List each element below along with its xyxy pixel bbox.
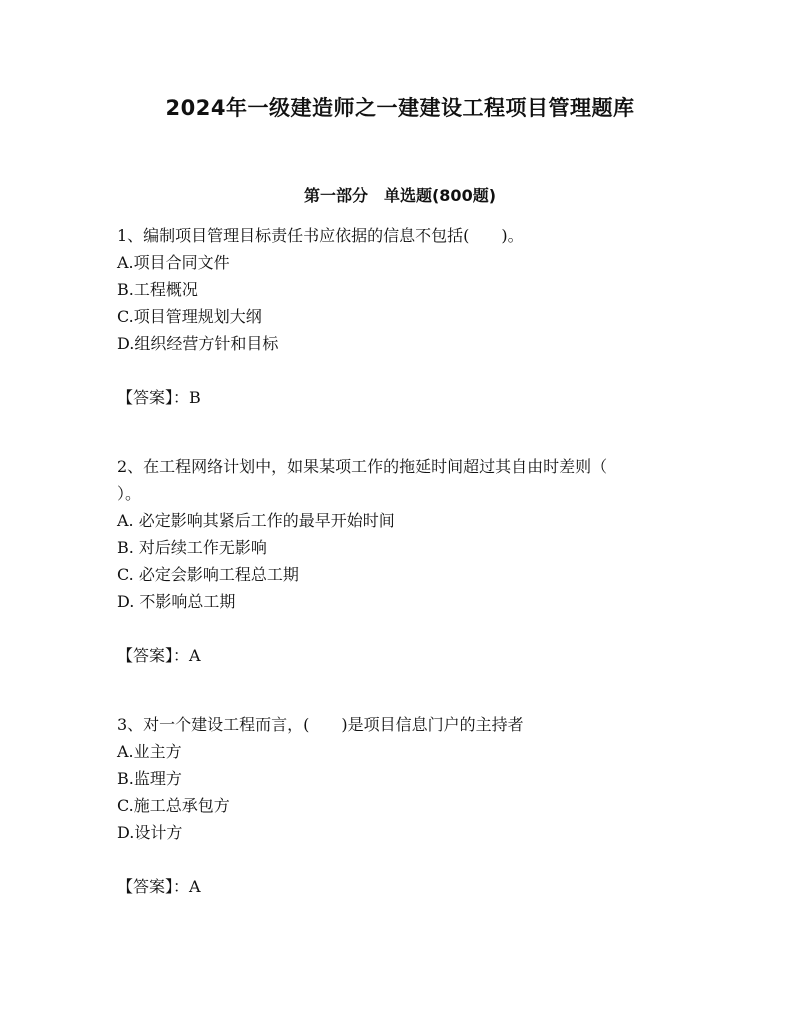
option-a: A.项目合同文件	[117, 253, 230, 272]
question-stem: 1、编制项目管理目标责任书应依据的信息不包括( )。	[117, 226, 524, 245]
option-a: A. 必定影响其紧后工作的最早开始时间	[117, 511, 395, 530]
question-stem: 3、对一个建设工程而言，( )是项目信息门户的主持者	[117, 715, 524, 734]
option-d: D. 不影响总工期	[117, 592, 236, 611]
option-c: C.项目管理规划大纲	[117, 307, 262, 326]
option-b: B. 对后续工作无影响	[117, 538, 267, 557]
document-title: 2024年一级建造师之一建建设工程项目管理题库	[165, 96, 635, 120]
option-c: C.施工总承包方	[117, 796, 230, 815]
question-stem-line-2: ）。	[117, 484, 142, 503]
question-1	[117, 222, 687, 411]
option-c: C. 必定会影响工程总工期	[117, 565, 299, 584]
option-d: D.组织经营方针和目标	[117, 334, 279, 353]
question-3	[117, 711, 687, 900]
question-2	[117, 453, 687, 669]
option-d: D.设计方	[117, 823, 183, 842]
option-b: B.监理方	[117, 769, 182, 788]
option-a: A.业主方	[117, 742, 182, 761]
section-title: 第一部分 单选题(800题)	[303, 186, 497, 205]
answer-line: 【答案】：A	[117, 646, 201, 665]
question-stem-line-1: 2、在工程网络计划中，如果某项工作的拖延时间超过其自由时差则（	[117, 457, 608, 476]
option-b: B.工程概况	[117, 280, 198, 299]
answer-line: 【答案】：A	[117, 877, 201, 896]
answer-line: 【答案】：B	[117, 388, 201, 407]
